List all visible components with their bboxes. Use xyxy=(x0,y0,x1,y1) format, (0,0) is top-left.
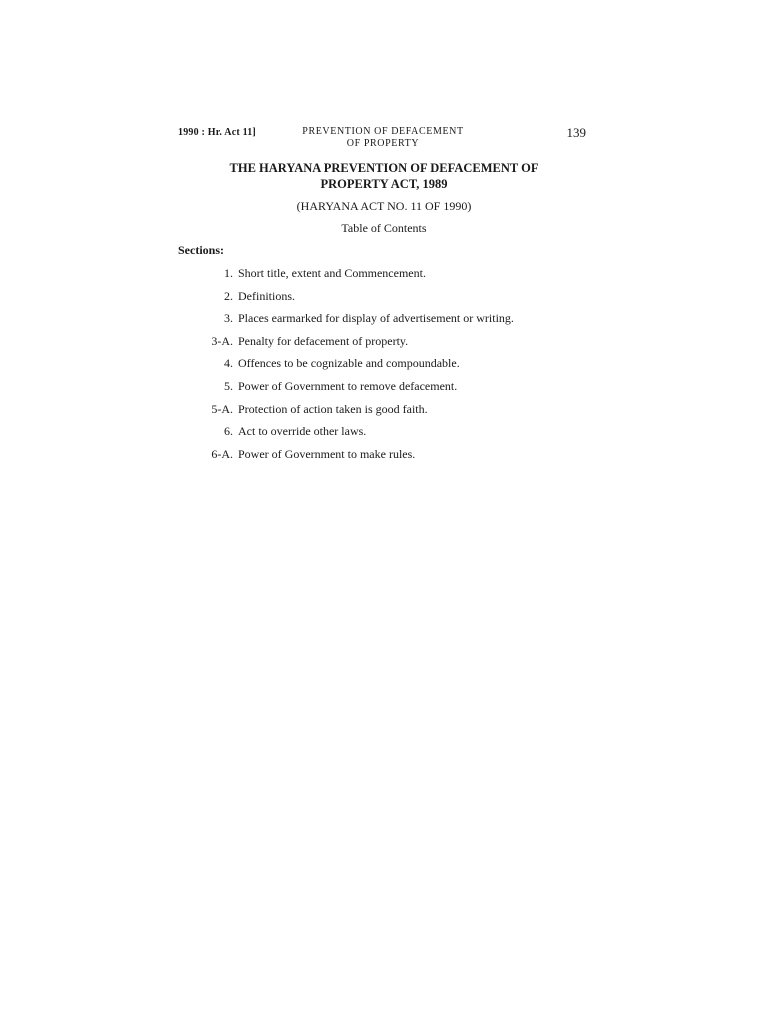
sections-label: Sections: xyxy=(178,243,224,257)
page-number: 139 xyxy=(566,125,586,140)
act-title-line1: THE HARYANA PREVENTION OF DEFACEMENT OF xyxy=(229,161,539,175)
section-number: 2. xyxy=(224,288,233,303)
section-title: Power of Government to remove defacement. xyxy=(238,378,458,393)
section-number: 1. xyxy=(224,266,233,280)
act-number: (HARYANA ACT NO. 11 OF 1990) xyxy=(296,199,472,213)
toc-item xyxy=(178,311,590,334)
toc-item xyxy=(178,379,590,402)
section-title: Definitions. xyxy=(238,288,295,303)
section-title: Act to override other laws. xyxy=(238,424,367,439)
toc-item xyxy=(178,447,590,470)
section-title: Offences to be cognizable and compoundable. xyxy=(238,356,460,371)
toc-item xyxy=(178,356,590,379)
section-title: Places earmarked for display of advertisement or writing. xyxy=(238,311,514,326)
section-number: 6-A. xyxy=(211,446,233,461)
toc-item xyxy=(178,334,590,357)
section-title: Power of Government to make rules. xyxy=(238,446,416,461)
toc-item xyxy=(178,424,590,447)
section-number: 3. xyxy=(224,311,233,326)
toc-item xyxy=(178,289,590,312)
toc-item xyxy=(178,266,590,289)
toc-heading: Table of Contents xyxy=(341,221,427,235)
act-title xyxy=(178,160,590,192)
running-head xyxy=(178,125,590,155)
section-number: 5-A. xyxy=(211,401,233,416)
section-title: Penalty for defacement of property. xyxy=(238,333,409,348)
section-number: 3-A. xyxy=(211,333,233,348)
running-title-line2: OF PROPERTY xyxy=(346,138,420,149)
section-title: Short title, extent and Commencement. xyxy=(238,266,426,280)
toc-list xyxy=(178,266,590,469)
section-number: 6. xyxy=(224,424,233,439)
toc-item xyxy=(178,402,590,425)
section-number: 5. xyxy=(224,378,233,393)
act-title-line2: PROPERTY ACT, 1989 xyxy=(320,177,448,191)
act-citation: 1990 : Hr. Act 11] xyxy=(178,127,256,138)
running-title-line1: PREVENTION OF DEFACEMENT xyxy=(302,126,464,137)
section-title: Protection of action taken is good faith. xyxy=(238,401,428,416)
running-title xyxy=(278,126,488,150)
section-number: 4. xyxy=(224,356,233,371)
